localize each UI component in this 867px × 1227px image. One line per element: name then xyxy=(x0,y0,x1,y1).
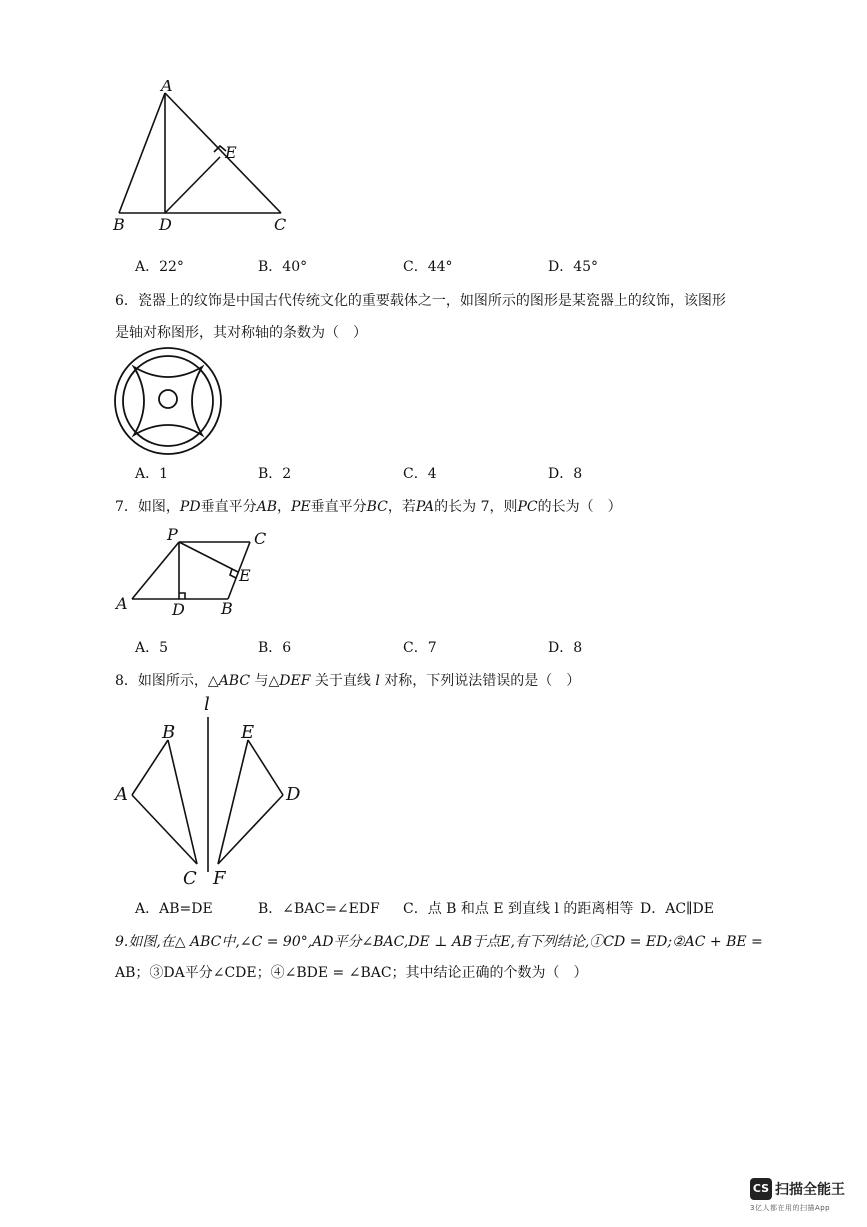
q7-sep1: ， xyxy=(276,499,291,515)
q7-option-d: D．8 xyxy=(548,640,583,656)
fig7-label-b: B xyxy=(221,599,233,618)
fig8-label-c: C xyxy=(183,868,197,889)
q7-option-a: A．5 xyxy=(135,640,169,656)
fig5-label-a: A xyxy=(161,80,173,95)
q8-mid1: 与△ xyxy=(250,673,280,689)
fig8-label-b: B xyxy=(162,722,176,743)
fig7-label-e: E xyxy=(239,566,251,585)
fig7-label-d: D xyxy=(172,600,185,619)
q7-mid2: 垂直平分 xyxy=(310,499,367,515)
fig5-label-c: C xyxy=(274,215,287,234)
scanner-app-tagline: 3亿人都在用的扫描App xyxy=(750,1204,831,1212)
q7-option-b: B．6 xyxy=(258,640,292,656)
q5-option-d: D．45° xyxy=(548,259,599,275)
fig8-label-f: F xyxy=(213,868,226,889)
q8-option-d: D．AC∥DE xyxy=(640,901,714,917)
q8-stem xyxy=(115,670,580,690)
q7-prefix: 7．如图， xyxy=(115,499,180,515)
fig5-label-b: B xyxy=(113,215,125,234)
q5-option-b: B．40° xyxy=(258,259,308,275)
scanner-logo-icon: CS xyxy=(750,1178,772,1200)
scanner-app-name: 扫描全能王 xyxy=(775,1182,845,1198)
fig8-label-d: D xyxy=(286,784,301,805)
fig5-label-d: D xyxy=(159,215,172,234)
q6-option-d: D．8 xyxy=(548,466,583,482)
q7-figure xyxy=(110,522,280,622)
q7-seg-pa: PA xyxy=(415,499,435,515)
q8-line-l: l xyxy=(375,673,380,689)
fig8-label-a: A xyxy=(115,784,128,805)
q8-mid2: 关于直线 xyxy=(310,673,376,689)
fig7-label-a: A xyxy=(116,594,128,613)
q8-figure xyxy=(105,692,315,892)
q8-option-c: C．点 B 和点 E 到直线 l 的距离相等 xyxy=(403,901,634,917)
q5-figure xyxy=(105,80,305,240)
fig7-label-c: C xyxy=(254,529,267,548)
q7-mid1: 垂直平分 xyxy=(200,499,257,515)
fig5-label-e: E xyxy=(225,143,237,162)
q8-option-b: B．∠BAC=∠EDF xyxy=(258,901,380,917)
q6-option-b: B．2 xyxy=(258,466,292,482)
q8-triangle-abc: ABC xyxy=(218,673,251,689)
q7-seg-pc: PC xyxy=(517,499,538,515)
q5-option-a: A．22° xyxy=(135,259,184,275)
q8-prefix: 8．如图所示，△ xyxy=(115,673,219,689)
fig8-label-l: l xyxy=(204,694,210,715)
q7-mid4: 的长为 7，则 xyxy=(434,499,518,515)
q7-mid3: ，若 xyxy=(387,499,416,515)
q7-stem xyxy=(115,496,622,516)
q6-stem-line2: 是轴对称图形，其对称轴的条数为（ ） xyxy=(115,325,367,341)
q9-stem-line1: 9.如图,在△ ABC中,∠C = 90°,AD平分∠BAC,DE ⊥ AB于点E,有下列结论,①CD = ED;②AC + BE = xyxy=(115,934,763,950)
q6-option-a: A．1 xyxy=(135,466,169,482)
fig7-label-p: P xyxy=(167,525,178,544)
q7-suffix: 的长为（ ） xyxy=(537,499,622,515)
q8-suffix: 对称，下列说法错误的是（ ） xyxy=(379,673,581,689)
q6-porcelain-pattern-figure xyxy=(112,345,224,457)
q8-triangle-def: DEF xyxy=(279,673,311,689)
q6-option-c: C．4 xyxy=(403,466,437,482)
q5-option-c: C．44° xyxy=(403,259,453,275)
q7-option-c: C．7 xyxy=(403,640,437,656)
q8-option-a: A．AB=DE xyxy=(135,901,213,917)
fig8-label-e: E xyxy=(241,722,255,743)
q7-seg-pd: PD xyxy=(179,499,201,515)
q7-seg-pe: PE xyxy=(290,499,311,515)
q9-stem-line2: AB；③DA平分∠CDE；④∠BDE = ∠BAC；其中结论正确的个数为（ ） xyxy=(115,965,588,981)
q7-seg-bc: BC xyxy=(366,499,388,515)
q6-stem-line1: 6．瓷器上的纹饰是中国古代传统文化的重要载体之一，如图所示的图形是某瓷器上的纹饰，该图形 xyxy=(115,293,726,309)
q7-seg-ab: AB xyxy=(256,499,277,515)
scanner-watermark xyxy=(750,1178,858,1213)
